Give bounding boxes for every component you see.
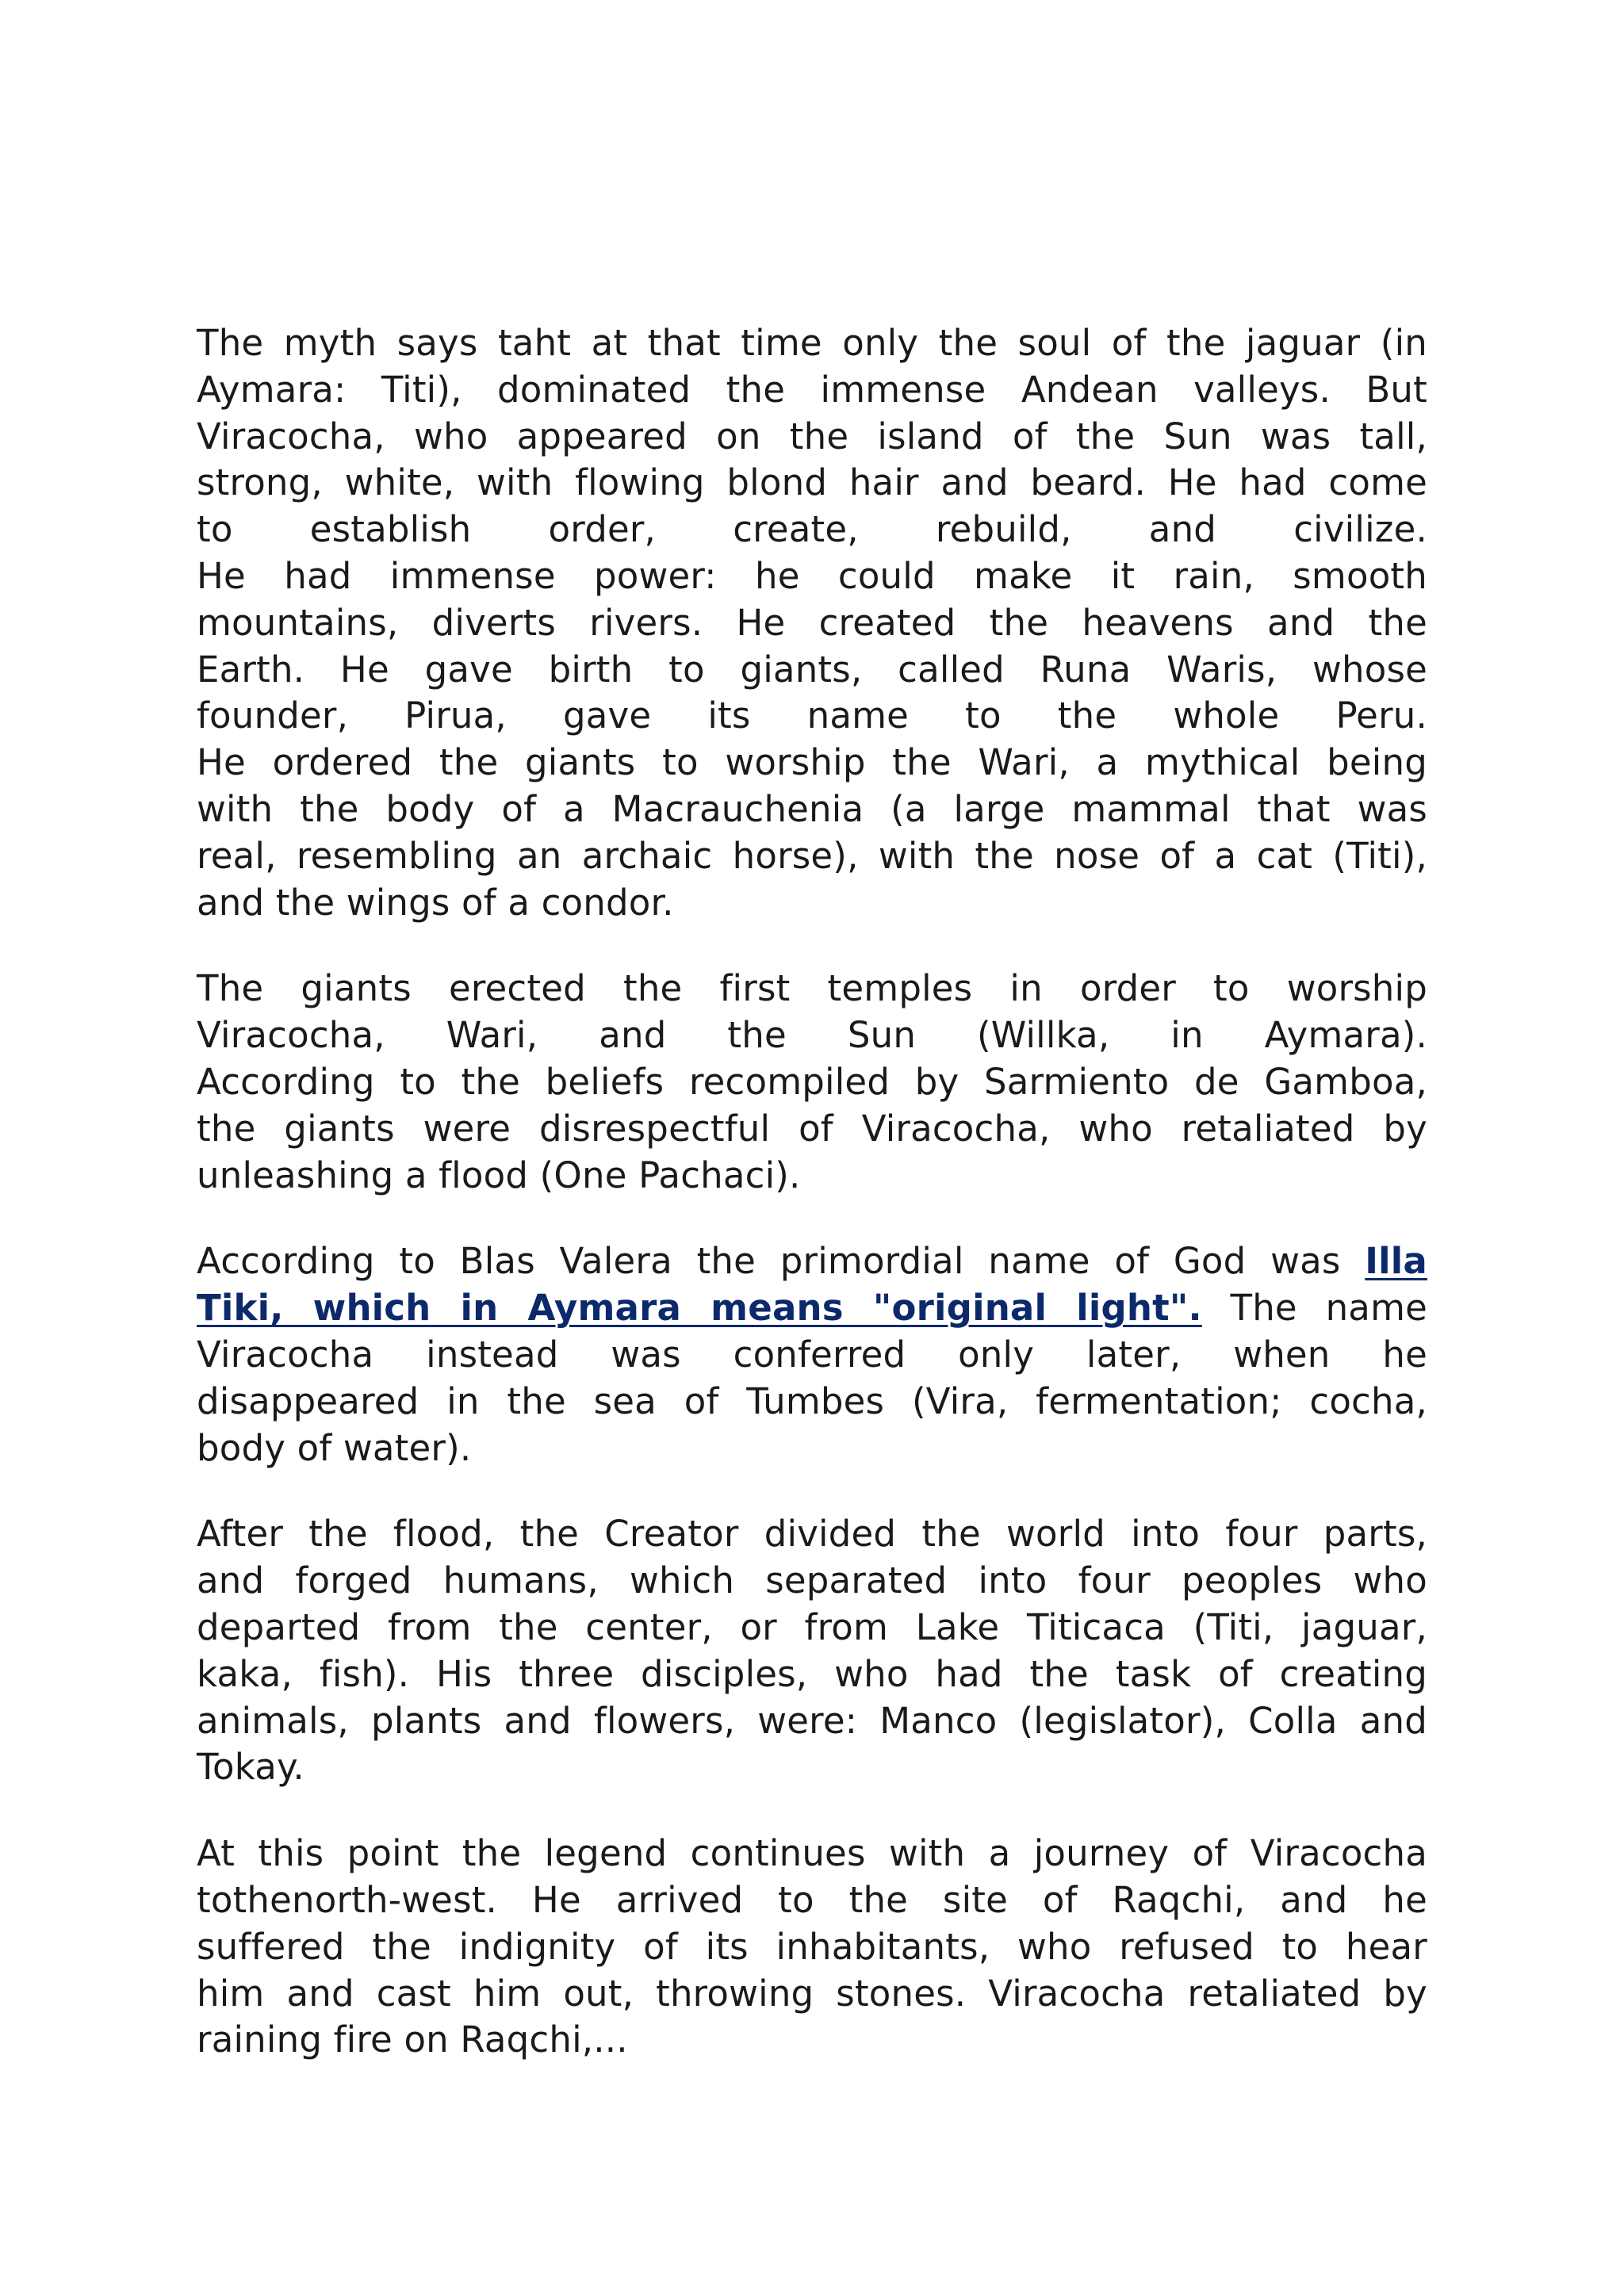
text-segment: The name <box>1201 1287 1427 1330</box>
illa-tiki-link-continued[interactable]: Tiki, which in Aymara means "original light". <box>197 1287 1202 1330</box>
paragraph-3 <box>197 1238 1427 1471</box>
text-line: The myth says taht at that time only the soul of the jaguar (in <box>197 322 1427 364</box>
text-line: real, resembling an archaic horse), with the nose of a cat (Titi), <box>197 834 1427 877</box>
text-line: After the flood, the Creator divided the world into four parts, <box>197 1513 1427 1556</box>
text-line: disappeared in the sea of Tumbes (Vira, fermentation; cocha, <box>197 1380 1427 1422</box>
text-line: animals, plants and flowers, were: Manco (legislator), Colla and <box>197 1699 1427 1742</box>
text-line: him and cast him out, throwing stones. Viracocha retaliated by <box>197 1972 1427 2015</box>
paragraph-5 <box>197 1831 1427 2064</box>
text-line: strong, white, with flowing blond hair and beard. He had come <box>197 461 1427 504</box>
text-line: and forged humans, which separated into four peoples who <box>197 1559 1427 1602</box>
text-segment: According to Blas Valera the primordial name of God was <box>197 1240 1365 1283</box>
text-line: to establish order, create, rebuild, and civilize. <box>197 508 1427 551</box>
text-line: the giants were disrespectful of Viracocha, who retaliated by <box>197 1107 1427 1150</box>
paragraph-4 <box>197 1511 1427 1791</box>
text-line: He had immense power: he could make it rain, smooth <box>197 554 1427 597</box>
text-line: departed from the center, or from Lake Titicaca (Titi, jaguar, <box>197 1605 1427 1648</box>
text-line: and the wings of a condor. <box>197 881 674 924</box>
text-line: Aymara: Titi), dominated the immense Andean valleys. But <box>197 368 1427 411</box>
text-line <box>197 1285 1427 1332</box>
document-body <box>197 320 1427 2103</box>
text-line: kaka, fish). His three disciples, who had the task of creating <box>197 1652 1427 1695</box>
text-line: Viracocha, who appeared on the island of the Sun was tall, <box>197 415 1427 457</box>
text-line: According to the beliefs recompiled by Sarmiento de Gamboa, <box>197 1060 1427 1103</box>
text-line: Viracocha instead was conferred only later, when he <box>197 1333 1427 1376</box>
text-line: Earth. He gave birth to giants, called Runa Waris, whose <box>197 648 1427 691</box>
paragraph-1 <box>197 320 1427 926</box>
text-line: tothenorth-west. He arrived to the site of Raqchi, and he <box>197 1878 1427 1921</box>
text-line: Viracocha, Wari, and the Sun (Willka, in Aymara). <box>197 1014 1427 1057</box>
text-line: raining fire on Raqchi,... <box>197 2019 628 2061</box>
paragraph-2 <box>197 966 1427 1199</box>
text-line: The giants erected the first temples in order to worship <box>197 967 1427 1010</box>
text-line: He ordered the giants to worship the Wari, a mythical being <box>197 741 1427 784</box>
text-line: body of water). <box>197 1426 472 1469</box>
text-line: founder, Pirua, gave its name to the whole Peru. <box>197 695 1427 737</box>
illa-tiki-link[interactable]: Illa <box>1365 1240 1427 1283</box>
text-line <box>197 1238 1427 1285</box>
text-line: mountains, diverts rivers. He created the heavens and the <box>197 601 1427 644</box>
text-line: Tokay. <box>197 1746 304 1789</box>
text-line: suffered the indignity of its inhabitants, who refused to hear <box>197 1925 1427 1968</box>
text-line: unleashing a flood (One Pachaci). <box>197 1154 801 1196</box>
text-line: with the body of a Macrauchenia (a large mammal that was <box>197 787 1427 830</box>
text-line: At this point the legend continues with a journey of Viracocha <box>197 1832 1427 1875</box>
